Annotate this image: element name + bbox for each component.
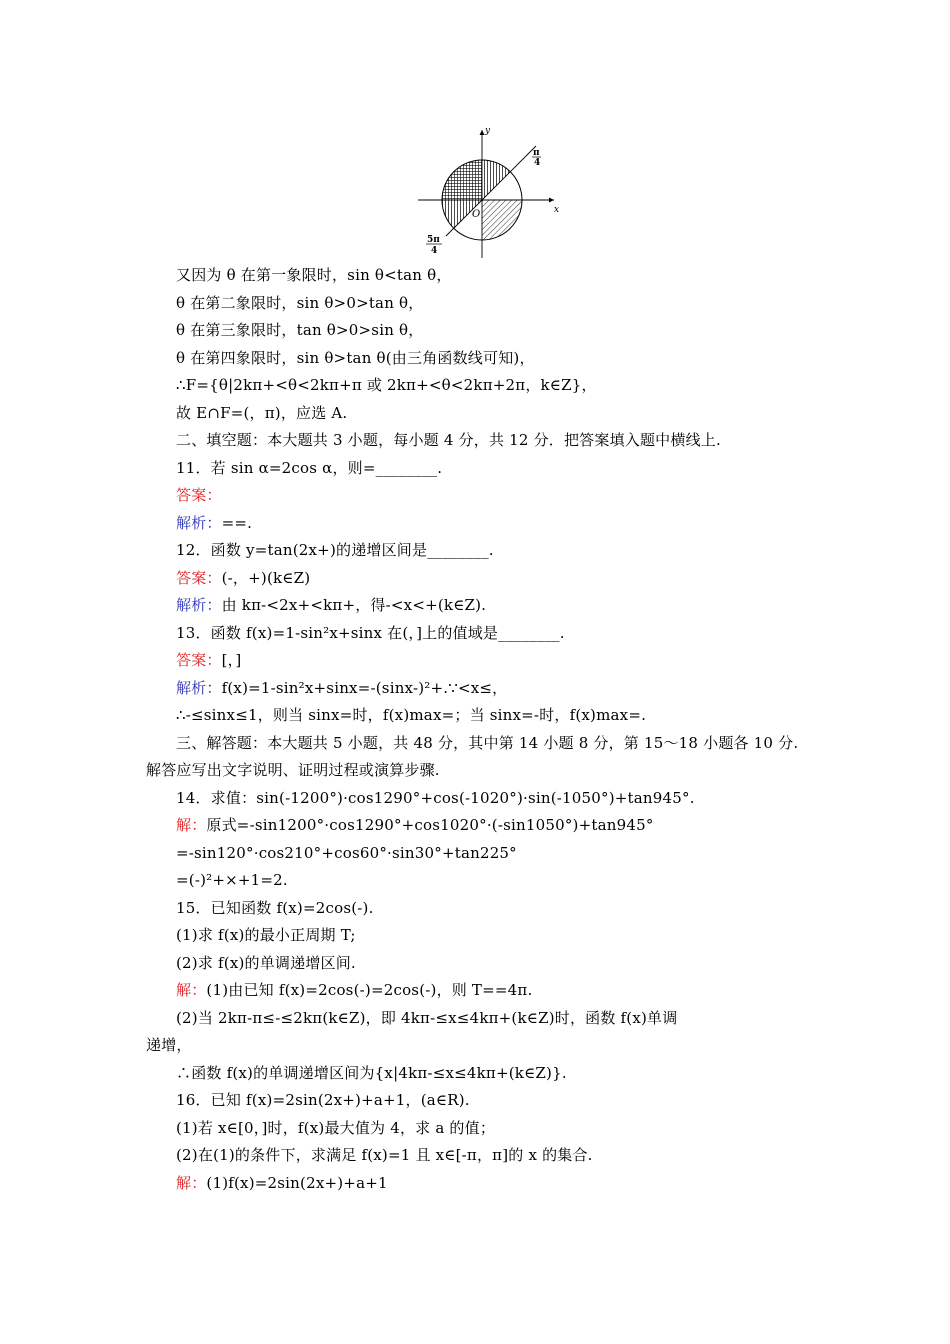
text-line bbox=[176, 455, 816, 483]
text-line bbox=[176, 400, 816, 428]
region-second-quadrant bbox=[442, 160, 482, 200]
analysis-label: 解析： bbox=[176, 513, 222, 532]
line-text: 递增， bbox=[146, 1036, 192, 1054]
text-line bbox=[176, 867, 816, 895]
text-line bbox=[176, 1087, 816, 1115]
line-text: 由 kπ-<2x+<kπ+，得-<x<+(k∈Z). bbox=[221, 596, 487, 614]
text-line bbox=[176, 1170, 816, 1198]
line-text: =-sin120°·cos210°+cos60°·sin30°+tan225° bbox=[176, 843, 517, 862]
text-line bbox=[176, 372, 816, 400]
text-line bbox=[176, 262, 816, 290]
line-text: (1)求 f(x)的最小正周期 T; bbox=[176, 926, 356, 944]
x-axis-arrow bbox=[549, 198, 554, 203]
text-line bbox=[176, 482, 816, 510]
text-line bbox=[176, 730, 816, 758]
text-line bbox=[176, 565, 816, 593]
line-text: =(-)²+×+1=2. bbox=[176, 871, 288, 889]
line-text: θ 在第三象限时，tan θ>0>sin θ， bbox=[176, 321, 424, 339]
line-text: θ 在第二象限时，sin θ>0>tan θ， bbox=[176, 293, 424, 312]
angle-top-denominator: 4 bbox=[534, 158, 541, 168]
line-text: (1)若 x∈[0，]时，f(x)最大值为 4，求 a 的值； bbox=[176, 1118, 496, 1137]
answer-label: 答案： bbox=[176, 568, 222, 587]
text-line bbox=[176, 950, 816, 978]
line-text: ∴-≤sinx≤1，则当 sinx=时，f(x)max=；当 sinx=-时，f(x)max=. bbox=[176, 706, 647, 724]
text-line bbox=[146, 1032, 816, 1060]
origin-label: O bbox=[472, 209, 481, 220]
line-text: [，] bbox=[221, 651, 242, 669]
line-text: 12．函数 y=tan(2x+)的递增区间是________. bbox=[176, 541, 494, 559]
line-text: (-，+)(k∈Z) bbox=[221, 568, 311, 587]
line-text: 16．已知 f(x)=2sin(2x+)+a+1，(a∈R). bbox=[176, 1091, 470, 1109]
line-text: 解答应写出文字说明、证明过程或演算步骤. bbox=[146, 761, 440, 779]
text-line bbox=[176, 785, 816, 813]
document-body bbox=[146, 262, 816, 1197]
text-line bbox=[176, 427, 816, 455]
region-first-quadrant-sector bbox=[482, 160, 510, 200]
line-text: 14．求值：sin(-1200°)·cos1290°+cos(-1020°)·sin(-1050°)+tan945°. bbox=[176, 788, 695, 807]
text-line bbox=[146, 757, 816, 785]
line-text: 11．若 sin α=2cos α，则=________. bbox=[176, 458, 443, 477]
y-axis-arrow bbox=[480, 130, 485, 135]
answer-label: 答案： bbox=[176, 651, 222, 669]
line-text: f(x)=1-sin²x+sinx=-(sinx-)²+.∵<x≤， bbox=[221, 678, 508, 697]
line-text: (2)当 2kπ-π≤-≤2kπ(k∈Z)，即 4kπ-≤x≤4kπ+(k∈Z)时，函数 f(x)单调 bbox=[176, 1008, 678, 1027]
angle-bottom-numerator: 5π bbox=[427, 235, 440, 245]
line-text: 又因为 θ 在第一象限时，sin θ<tan θ， bbox=[176, 266, 452, 284]
line-text: ==. bbox=[221, 513, 253, 532]
text-line bbox=[176, 1142, 816, 1170]
unit-circle-figure bbox=[414, 122, 564, 262]
line-text: 15．已知函数 f(x)=2cos(-). bbox=[176, 898, 374, 917]
text-line bbox=[176, 840, 816, 868]
text-line bbox=[176, 895, 816, 923]
text-line bbox=[176, 647, 816, 675]
text-line bbox=[176, 537, 816, 565]
text-line bbox=[176, 345, 816, 373]
line-text: θ 在第四象限时，sin θ>tan θ(由三角函数线可知)， bbox=[176, 348, 535, 367]
text-line bbox=[176, 317, 816, 345]
line-text: ∴函数 f(x)的单调递增区间为{x|4kπ-≤x≤4kπ+(k∈Z)}. bbox=[176, 1063, 567, 1082]
text-line bbox=[176, 510, 816, 538]
answer-label: 解： bbox=[176, 1173, 207, 1192]
line-text: 13．函数 f(x)=1-sin²x+sinx 在(，]上的值域是________. bbox=[176, 623, 565, 642]
text-line bbox=[176, 675, 816, 703]
text-line bbox=[176, 290, 816, 318]
line-text: 原式=-sin1200°·cos1290°+cos1020°·(-sin1050°)+tan945° bbox=[206, 816, 654, 834]
answer-label: 答案： bbox=[176, 486, 222, 504]
line-text: 三、解答题：本大题共 5 小题，共 48 分，其中第 14 小题 8 分，第 15～18 小题各 10 分. bbox=[176, 733, 799, 752]
line-text: 二、填空题：本大题共 3 小题，每小题 4 分，共 12 分．把答案填入题中横线上. bbox=[176, 431, 721, 449]
text-line bbox=[176, 620, 816, 648]
analysis-label: 解析： bbox=[176, 678, 222, 697]
y-axis-label: y bbox=[485, 126, 491, 136]
line-text: ∴F={θ|2kπ+<θ<2kπ+π 或 2kπ+<θ<2kπ+2π，k∈Z}， bbox=[176, 376, 597, 394]
analysis-label: 解析： bbox=[176, 596, 222, 614]
answer-label: 解： bbox=[176, 816, 207, 834]
line-text: (2)在(1)的条件下，求满足 f(x)=1 且 x∈[-π，π]的 x 的集合. bbox=[176, 1146, 593, 1164]
text-line bbox=[176, 702, 816, 730]
angle-top-numerator: π bbox=[533, 148, 540, 158]
angle-bottom-denominator: 4 bbox=[431, 246, 438, 256]
answer-label: 解： bbox=[176, 981, 207, 999]
text-line bbox=[176, 812, 816, 840]
line-text: (1)由已知 f(x)=2cos(-)=2cos(-)，则 T==4π. bbox=[206, 981, 533, 999]
region-fourth-quadrant bbox=[482, 200, 522, 240]
line-text: (2)求 f(x)的单调递增区间. bbox=[176, 953, 356, 972]
x-axis-label: x bbox=[554, 205, 560, 215]
text-line bbox=[176, 922, 816, 950]
line-text: (1)f(x)=2sin(2x+)+a+1 bbox=[206, 1173, 388, 1192]
text-line bbox=[176, 1060, 816, 1088]
text-line bbox=[176, 592, 816, 620]
text-line bbox=[176, 977, 816, 1005]
line-text: 故 E∩F=(，π)，应选 A. bbox=[176, 403, 348, 422]
text-line bbox=[176, 1115, 816, 1143]
text-line bbox=[176, 1005, 816, 1033]
